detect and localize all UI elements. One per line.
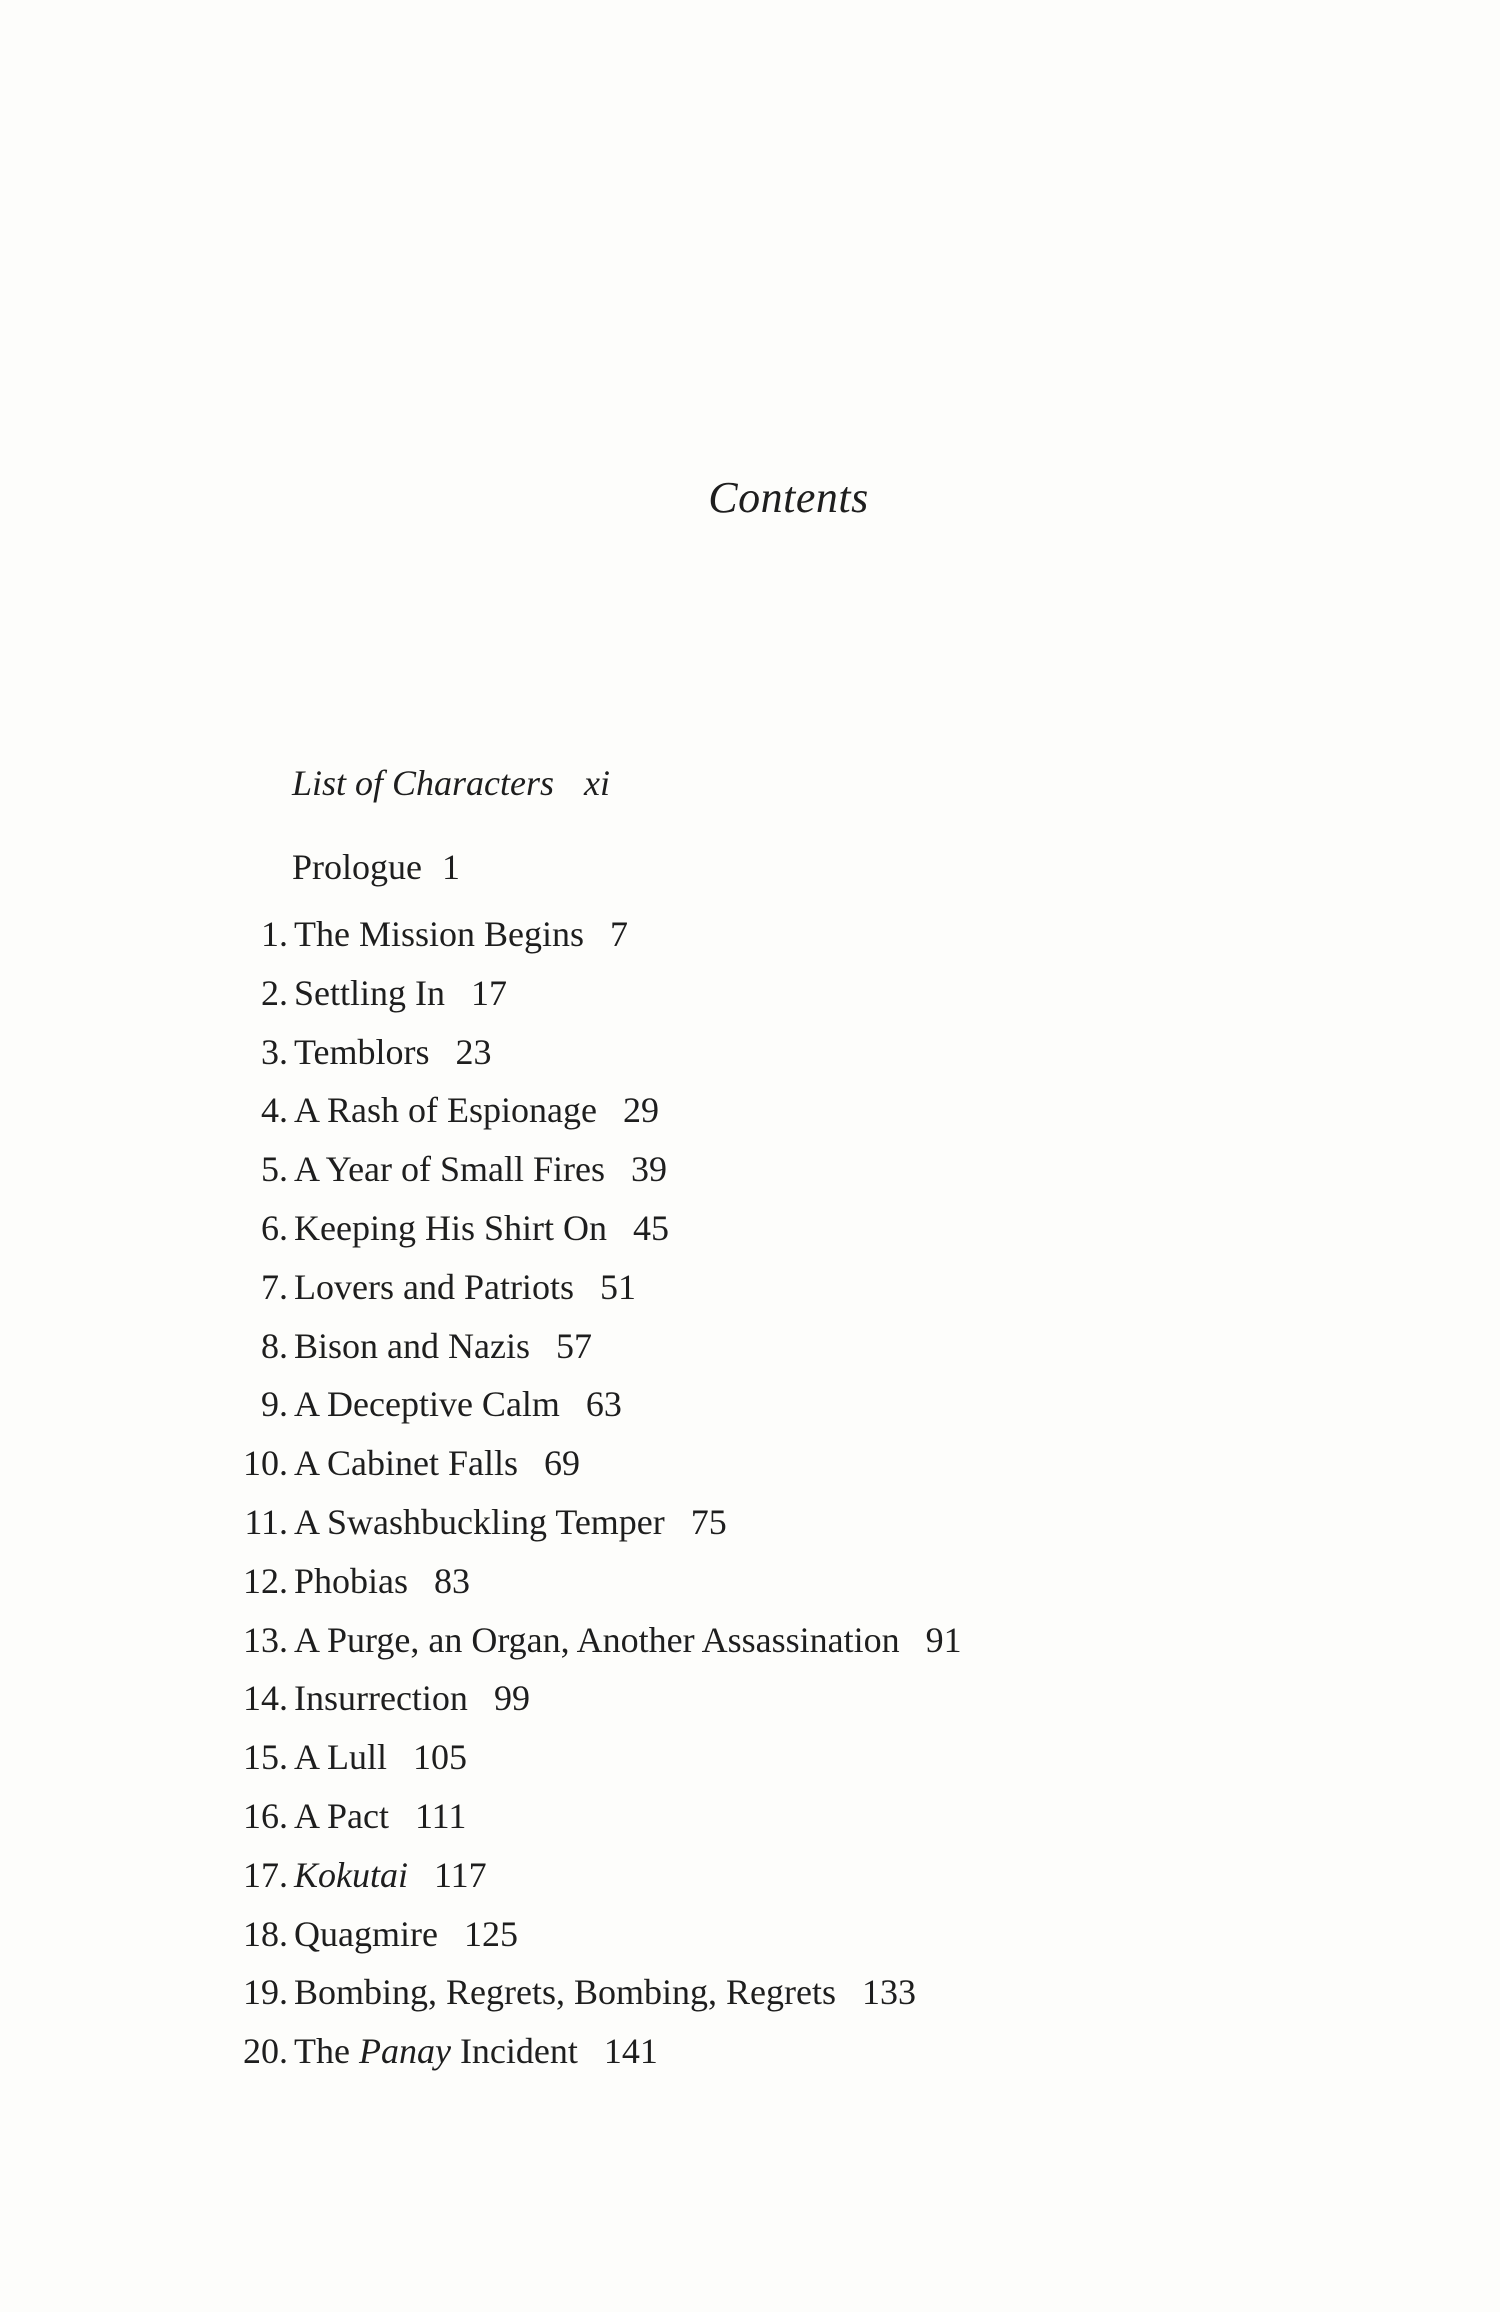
chapter-page: 99 xyxy=(493,1678,530,1719)
toc-front-matter xyxy=(292,762,610,804)
chapter-page: 125 xyxy=(463,1913,518,1954)
toc-chapter-row xyxy=(200,1023,962,1082)
toc-chapter-row xyxy=(200,1728,962,1787)
chapter-title: A Rash of Espionage xyxy=(294,1090,597,1131)
chapter-page: 91 xyxy=(925,1619,962,1660)
chapter-number: 7. xyxy=(261,1266,288,1307)
chapter-title-post: Incident xyxy=(450,2031,578,2072)
chapter-number: 6. xyxy=(261,1207,288,1248)
chapter-title: The Mission Begins xyxy=(294,914,585,954)
toc-chapter-row xyxy=(200,1611,962,1670)
toc-chapter-row xyxy=(200,1493,962,1552)
chapter-title: A Purge, an Organ, Another Assassination xyxy=(294,1619,900,1660)
chapter-title: A Deceptive Calm xyxy=(294,1384,560,1425)
toc-chapter-row xyxy=(200,1317,962,1376)
chapter-title: Bison and Nazis xyxy=(294,1325,530,1366)
chapter-page: 23 xyxy=(455,1031,492,1072)
chapter-title: Quagmire xyxy=(294,1913,438,1954)
toc-chapter-row xyxy=(200,1140,962,1199)
chapter-page: 45 xyxy=(632,1207,669,1248)
toc-chapter-row xyxy=(200,1787,962,1846)
chapter-number: 18. xyxy=(243,1913,288,1954)
chapter-page: 39 xyxy=(631,1149,668,1190)
toc-chapter-row xyxy=(200,964,962,1023)
chapter-page: 29 xyxy=(622,1090,659,1131)
toc-page-number: xi xyxy=(584,763,611,803)
chapter-page: 83 xyxy=(434,1560,471,1601)
toc-chapter-list xyxy=(200,905,962,2081)
chapter-title: Lovers and Patriots xyxy=(294,1266,574,1307)
chapter-title: Bombing, Regrets, Bombing, Regrets xyxy=(294,1972,836,2013)
chapter-title: A Pact xyxy=(294,1795,389,1836)
chapter-page: 63 xyxy=(585,1384,622,1425)
chapter-title: Settling In xyxy=(294,972,445,1013)
chapter-number: 14. xyxy=(243,1678,288,1719)
chapter-title: A Lull xyxy=(294,1737,388,1778)
chapter-number: 16. xyxy=(243,1795,288,1836)
chapter-page: 105 xyxy=(413,1737,468,1778)
toc-chapter-row xyxy=(200,1258,962,1317)
chapter-title-pre: The xyxy=(294,2031,359,2072)
toc-chapter-row xyxy=(200,1669,962,1728)
toc-chapter-row xyxy=(200,1199,962,1258)
toc-chapter-row xyxy=(200,1905,962,1964)
chapter-number: 11. xyxy=(244,1501,288,1542)
toc-chapter-row xyxy=(200,1846,962,1905)
toc-entry-title: List of Characters xyxy=(292,763,555,803)
toc-entry-title: Prologue xyxy=(292,847,422,887)
toc-chapter-row xyxy=(200,2022,962,2081)
chapter-number: 10. xyxy=(243,1443,288,1484)
toc-chapter-row xyxy=(200,905,962,964)
chapter-number: 2. xyxy=(261,972,288,1013)
toc-page-number: 1 xyxy=(442,847,460,887)
chapter-number: 4. xyxy=(261,1090,288,1131)
chapter-page: 117 xyxy=(434,1854,487,1895)
chapter-number: 12. xyxy=(243,1560,288,1601)
chapter-page: 141 xyxy=(603,2031,658,2072)
chapter-number: 19. xyxy=(243,1972,288,2013)
chapter-number: 15. xyxy=(243,1737,288,1778)
toc-prologue xyxy=(292,846,460,888)
chapter-title: A Swashbuckling Temper xyxy=(294,1501,665,1542)
chapter-title: Insurrection xyxy=(294,1678,468,1719)
chapter-number: 20. xyxy=(243,2031,288,2072)
chapter-page: 17 xyxy=(471,972,507,1013)
chapter-title: Phobias xyxy=(294,1560,409,1601)
page-title: Contents xyxy=(708,473,869,522)
chapter-number: 17. xyxy=(243,1854,288,1895)
chapter-number: 13. xyxy=(243,1619,288,1660)
chapter-number: 1. xyxy=(261,914,288,954)
toc-chapter-row xyxy=(200,1375,962,1434)
chapter-title: Keeping His Shirt On xyxy=(294,1207,607,1248)
chapter-title xyxy=(294,2031,578,2071)
chapter-page: 75 xyxy=(690,1501,727,1542)
chapter-title: Temblors xyxy=(294,1031,430,1072)
chapter-page: 57 xyxy=(555,1325,592,1366)
toc-chapter-row xyxy=(200,1963,962,2022)
chapter-page: 111 xyxy=(415,1795,467,1836)
toc-chapter-row xyxy=(200,1552,962,1611)
chapter-title: A Cabinet Falls xyxy=(294,1443,518,1484)
chapter-number: 9. xyxy=(261,1384,288,1425)
chapter-title: Kokutai xyxy=(294,1854,408,1895)
chapter-number: 5. xyxy=(261,1149,288,1190)
chapter-page: 133 xyxy=(861,1972,916,2013)
chapter-number: 3. xyxy=(261,1031,288,1072)
toc-chapter-row xyxy=(200,1434,962,1493)
toc-chapter-row xyxy=(200,1081,962,1140)
chapter-page: 51 xyxy=(599,1266,636,1307)
chapter-page: 7 xyxy=(610,914,629,954)
chapter-title: A Year of Small Fires xyxy=(294,1149,606,1190)
chapter-number: 8. xyxy=(261,1325,288,1366)
chapter-title-italic: Panay xyxy=(358,2031,451,2072)
chapter-page: 69 xyxy=(544,1443,580,1484)
